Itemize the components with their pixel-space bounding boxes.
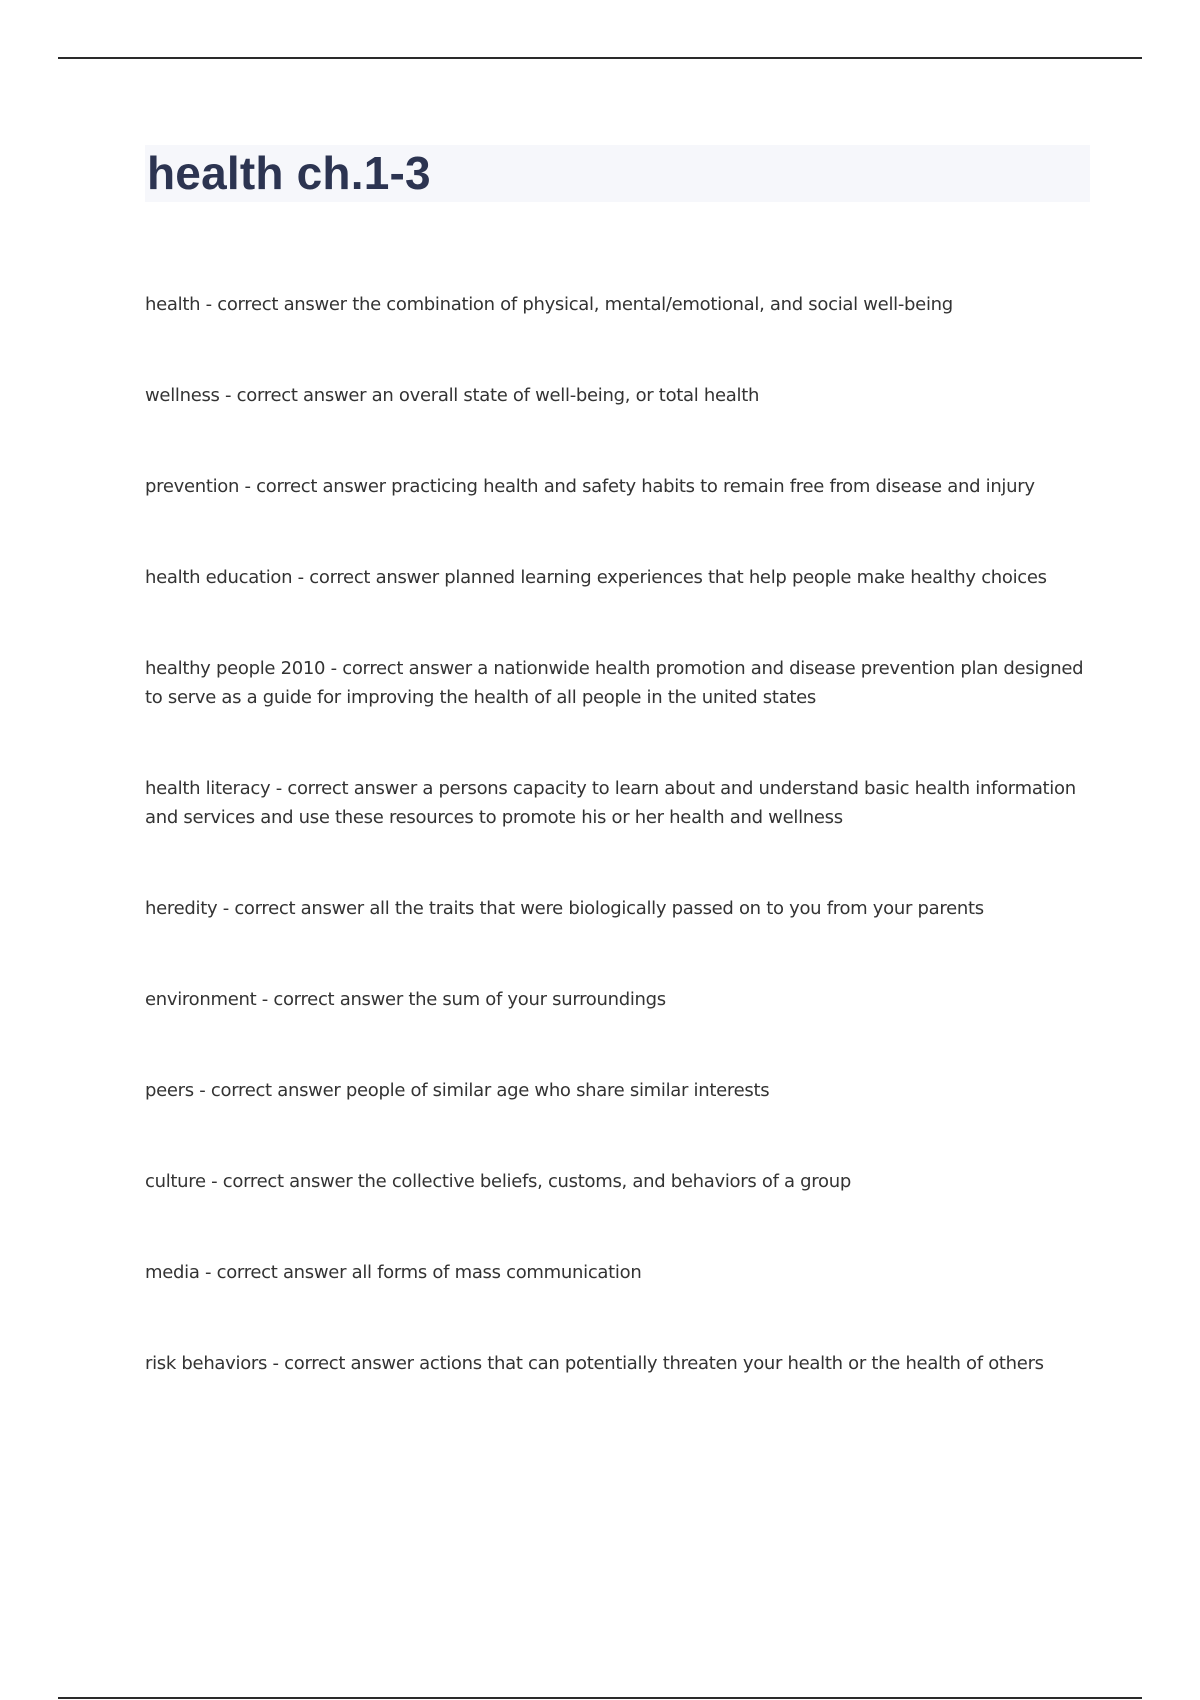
definition-peers: peers - correct answer people of similar age who share similar interests	[145, 1080, 770, 1101]
definition-health-education: health education - correct answer planned learning experiences that help people make healthy choices	[145, 567, 1047, 588]
document-title: health ch.1-3	[147, 147, 431, 199]
bottom-rule	[58, 1697, 1142, 1699]
definition-health-literacy: health literacy - correct answer a persons capacity to learn about and understand basic health information and services and use these resources to promote his or her health and wellness	[145, 778, 1076, 828]
top-rule	[58, 57, 1142, 59]
definition-health: health - correct answer the combination of physical, mental/emotional, and social well-being	[145, 294, 953, 315]
definition-wellness: wellness - correct answer an overall state of well-being, or total health	[145, 385, 760, 406]
definition-prevention: prevention - correct answer practicing health and safety habits to remain free from disease and injury	[145, 476, 1035, 497]
definition-culture: culture - correct answer the collective beliefs, customs, and behaviors of a group	[145, 1171, 851, 1192]
definition-list	[145, 290, 1090, 1440]
definition-media: media - correct answer all forms of mass communication	[145, 1262, 642, 1283]
definition-healthy-people-2010: healthy people 2010 - correct answer a nationwide health promotion and disease prevention plan designed to serve as a guide for improving the health of all people in the united states	[145, 658, 1084, 708]
definition-risk-behaviors: risk behaviors - correct answer actions that can potentially threaten your health or the health of others	[145, 1353, 1044, 1374]
definition-heredity: heredity - correct answer all the traits that were biologically passed on to you from your parents	[145, 898, 984, 919]
definition-environment: environment - correct answer the sum of your surroundings	[145, 989, 666, 1010]
title-banner	[145, 145, 1090, 202]
